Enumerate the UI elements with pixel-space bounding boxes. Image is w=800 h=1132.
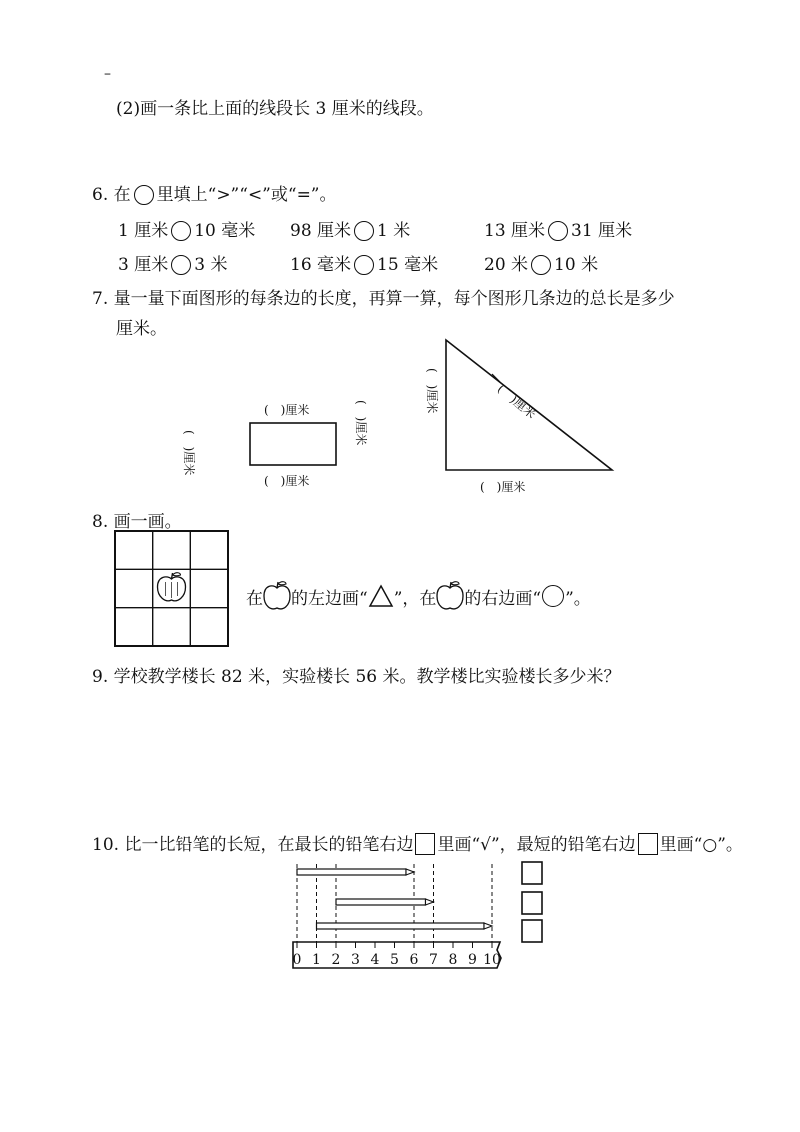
q6-r2-c2-right: 15 毫米 <box>377 255 439 275</box>
q8-text-d: 的右边画“ <box>464 588 542 609</box>
compare-circle[interactable] <box>171 221 191 241</box>
q6-r1-c2 <box>290 216 410 241</box>
ruler-label: 6 <box>409 952 419 968</box>
hypotenuse-tick <box>492 374 500 382</box>
q10-text <box>92 830 743 855</box>
q8-text-c: ”，在 <box>393 588 437 609</box>
q6-r2-c2 <box>290 250 438 275</box>
q10-text-b: 里画“√”，最短的铅笔右边 <box>437 835 636 855</box>
circle-blank-icon <box>134 185 154 205</box>
rect-top-label: ( )厘米 <box>264 403 310 417</box>
ruler-label: 8 <box>448 952 458 968</box>
q10-text-a: 10. 比一比铅笔的长短，在最长的铅笔右边 <box>92 835 414 855</box>
ruler-label: 2 <box>331 952 341 968</box>
q6-r2-c3 <box>484 250 598 275</box>
q9-text: 9. 学校教学楼长 82 米，实验楼长 56 米。教学楼比实验楼长多少米？ <box>92 667 621 687</box>
compare-circle[interactable] <box>354 255 374 275</box>
ruler-label: 3 <box>351 952 360 968</box>
pencil-c-tip <box>484 923 492 929</box>
compare-circle[interactable] <box>548 221 568 241</box>
answer-box-icon <box>638 833 658 855</box>
triangle-left-label: ( )厘米 <box>425 368 439 414</box>
compare-circle[interactable] <box>531 255 551 275</box>
triangle-hypotenuse-label: ( )厘米 <box>494 381 539 422</box>
q8-text-e: ”。 <box>565 588 591 609</box>
q8-title: 8. 画一画。 <box>92 512 182 532</box>
apple-icon <box>158 573 186 601</box>
q7-text-line2: 厘米。 <box>116 319 167 339</box>
q6-r1-c3-left: 13 厘米 <box>484 221 546 241</box>
q8-text-b: 的左边画“ <box>291 588 368 609</box>
q6-r2-c1 <box>118 250 227 275</box>
ruler-label: 1 <box>312 952 321 968</box>
q5-part2-text: (2)画一条比上面的线段长 3 厘米的线段。 <box>116 99 434 119</box>
answer-box-icon <box>415 833 435 855</box>
q8-instruction <box>246 580 591 612</box>
q10-text-c: 里画“○”。 <box>659 835 743 855</box>
q6-title-suffix: 里填上“>”“<”或“=”。 <box>156 185 337 205</box>
compare-circle[interactable] <box>171 255 191 275</box>
q6-title-prefix: 6. 在 <box>92 185 131 205</box>
q6-r2-c3-left: 20 米 <box>484 255 529 275</box>
ruler-label: 4 <box>370 952 380 968</box>
q6-r1-c1 <box>118 216 255 241</box>
apple-icon <box>436 580 464 612</box>
ruler-label: 0 <box>292 952 302 968</box>
apple-icon <box>263 580 291 612</box>
q6-r1-c3-right: 31 厘米 <box>571 221 633 241</box>
pencil-c <box>317 923 485 929</box>
q6-r2-c3-right: 10 米 <box>554 255 599 275</box>
pencil-answer-box <box>522 892 542 914</box>
grid-3x3 <box>114 530 230 648</box>
q6-r1-c2-right: 1 米 <box>377 221 411 241</box>
pencil-answer-box <box>522 862 542 884</box>
pencil-b <box>336 899 426 905</box>
pencil-ruler-figure <box>280 858 550 976</box>
pencil-answer-box <box>522 920 542 942</box>
ruler-label: 10 <box>483 952 501 968</box>
ruler-label: 9 <box>468 952 477 968</box>
pencil-a <box>297 869 406 875</box>
rect-left-label: ( )厘米 <box>182 430 196 476</box>
q6-r2-c2-left: 16 毫米 <box>290 255 352 275</box>
pencil-a-tip <box>406 869 414 875</box>
top-mark: – <box>104 66 111 82</box>
ruler-label: 5 <box>390 952 399 968</box>
q6-r1-c2-left: 98 厘米 <box>290 221 352 241</box>
pencil-b-tip <box>426 899 434 905</box>
circle-icon <box>542 585 564 607</box>
q6-r2-c1-right: 3 米 <box>194 255 228 275</box>
triangle-icon <box>368 584 394 608</box>
rectangle-shape <box>250 423 336 465</box>
rect-right-label: ( )厘米 <box>354 400 368 446</box>
compare-circle[interactable] <box>354 221 374 241</box>
q8-text-a: 在 <box>246 588 263 609</box>
triangle-bottom-label: ( )厘米 <box>480 480 526 494</box>
q7-text-line1: 7. 量一量下面图形的每条边的长度，再算一算，每个图形几条边的总长是多少 <box>92 289 675 309</box>
q6-title <box>92 180 337 205</box>
rect-bottom-label: ( )厘米 <box>264 474 310 488</box>
q6-r1-c1-right: 10 毫米 <box>194 221 256 241</box>
q6-r1-c3 <box>484 216 632 241</box>
ruler-label: 7 <box>429 952 438 968</box>
q6-r2-c1-left: 3 厘米 <box>118 255 169 275</box>
q6-r1-c1-left: 1 厘米 <box>118 221 169 241</box>
